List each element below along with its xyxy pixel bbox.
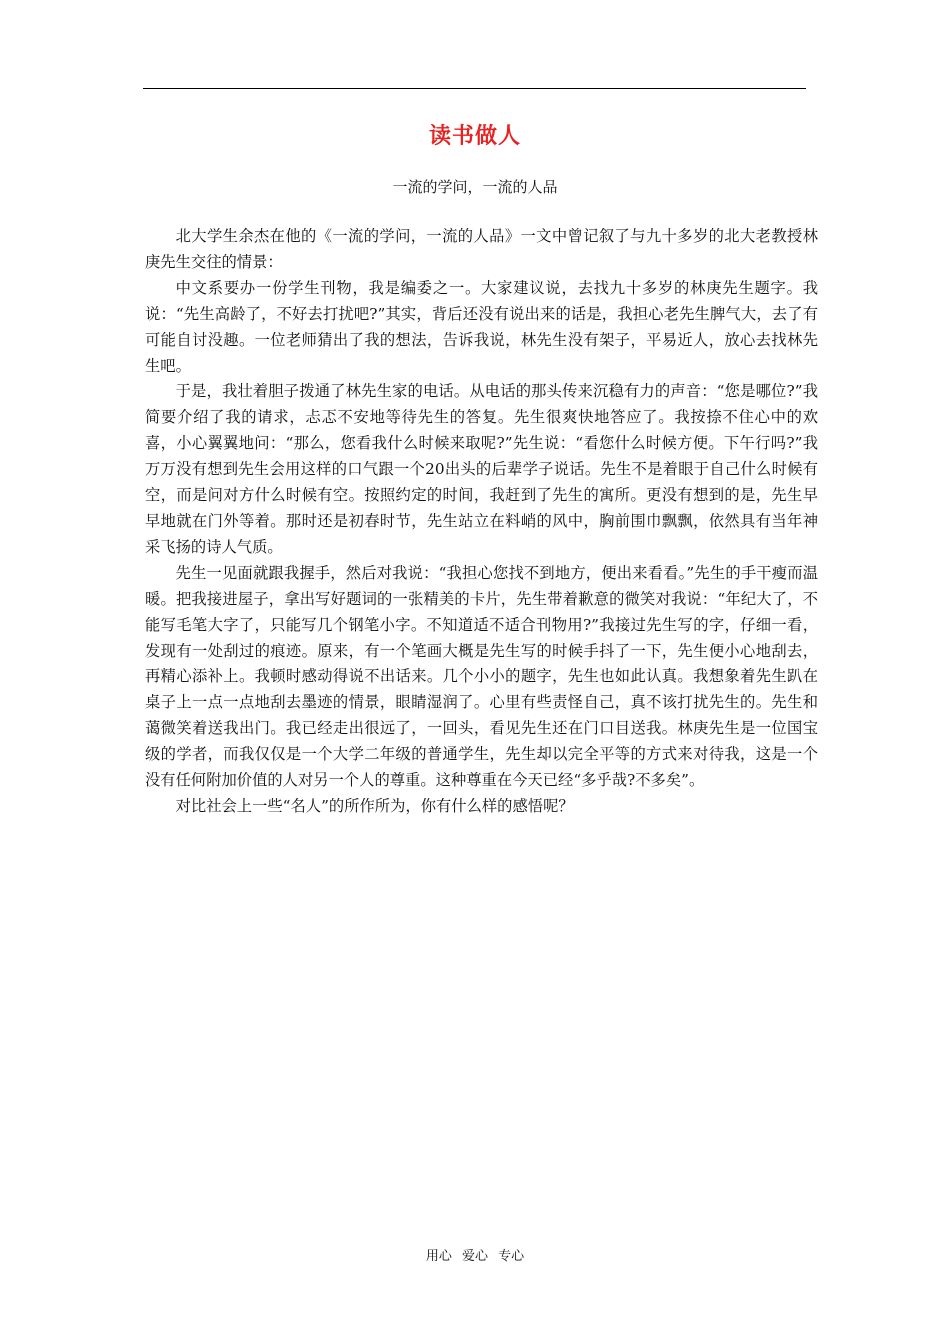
paragraph-journal: 中文系要办一份学生刊物，我是编委之一。大家建议说，去找九十多岁的林庚先生题字。我说：“先生高龄了，不好去打扰吧?”其实，背后还没有说出来的话是，我担心老先生脾气大，去了有可能自讨没趣。一位老师猜出了我的想法，告诉我说，林先生没有架子，平易近人，放心去找林先生吧。 xyxy=(145,278,818,375)
document-subtitle: 一流的学问，一流的人品 xyxy=(392,178,558,196)
document-body xyxy=(145,224,818,820)
paragraph-phone-call: 于是，我壮着胆子拨通了林先生家的电话。从电话的那头传来沉稳有力的声音：“您是哪位?”我简要介绍了我的请求，忐忑不安地等待先生的答复。先生很爽快地答应了。我按捺不住心中的欢喜，小心翼翼地问：“那么，您看我什么时候来取呢?”先生说：“看您什么时候方便。下午行吗?”我万万没有想到先生会用这样的口气跟一个20出头的后辈学子说话。先生不是着眼于自己什么时候有空，而是问对方什么时候有空。按照约定的时间，我赶到了先生的寓所。更没有想到的是，先生早早地就在门外等着。那时还是初春时节，先生站立在料峭的风中，胸前围巾飘飘，依然具有当年神采飞扬的诗人气质。 xyxy=(145,382,818,556)
header-rule xyxy=(143,88,806,89)
paragraph-intro: 北大学生余杰在他的《一流的学问，一流的人品》一文中曾记叙了与九十多岁的北大老教授林庚先生交往的情景： xyxy=(145,227,818,271)
page-footer: 用心 爱心 专心 xyxy=(425,1249,525,1264)
paragraph-question: 对比社会上一些“名人”的所作所为，你有什么样的感悟呢？ xyxy=(175,796,574,815)
document-title: 读书做人 xyxy=(428,123,521,149)
paragraph-meeting: 先生一见面就跟我握手，然后对我说：“我担心您找不到地方，便出来看看。”先生的手干瘦而温暖。把我接进屋子，拿出写好题词的一张精美的卡片，先生带着歉意的微笑对我说：“年纪大了，不能写毛笔大字了，只能写几个钢笔小字。不知道适不适合刊物用?”我接过先生写的字，仔细一看，发现有一处刮过的痕迹。原来，有一个笔画大概是先生写的时候手抖了一下，先生便小心地刮去，再精心添补上。我顿时感动得说不出话来。几个小小的题字，先生也如此认真。我想象着先生趴在桌子上一点一点地刮去墨迹的情景，眼睛湿润了。心里有些责怪自己，真不该打扰先生的。先生和蔼微笑着送我出门。我已经走出很远了，一回头，看见先生还在门口目送我。林庚先生是一位国宝级的学者，而我仅仅是一个大学二年级的普通学生，先生却以完全平等的方式来对待我，这是一个没有任何附加价值的人对另一个人的尊重。这种尊重在今天已经“多乎哉?不多矣”。 xyxy=(145,563,818,790)
